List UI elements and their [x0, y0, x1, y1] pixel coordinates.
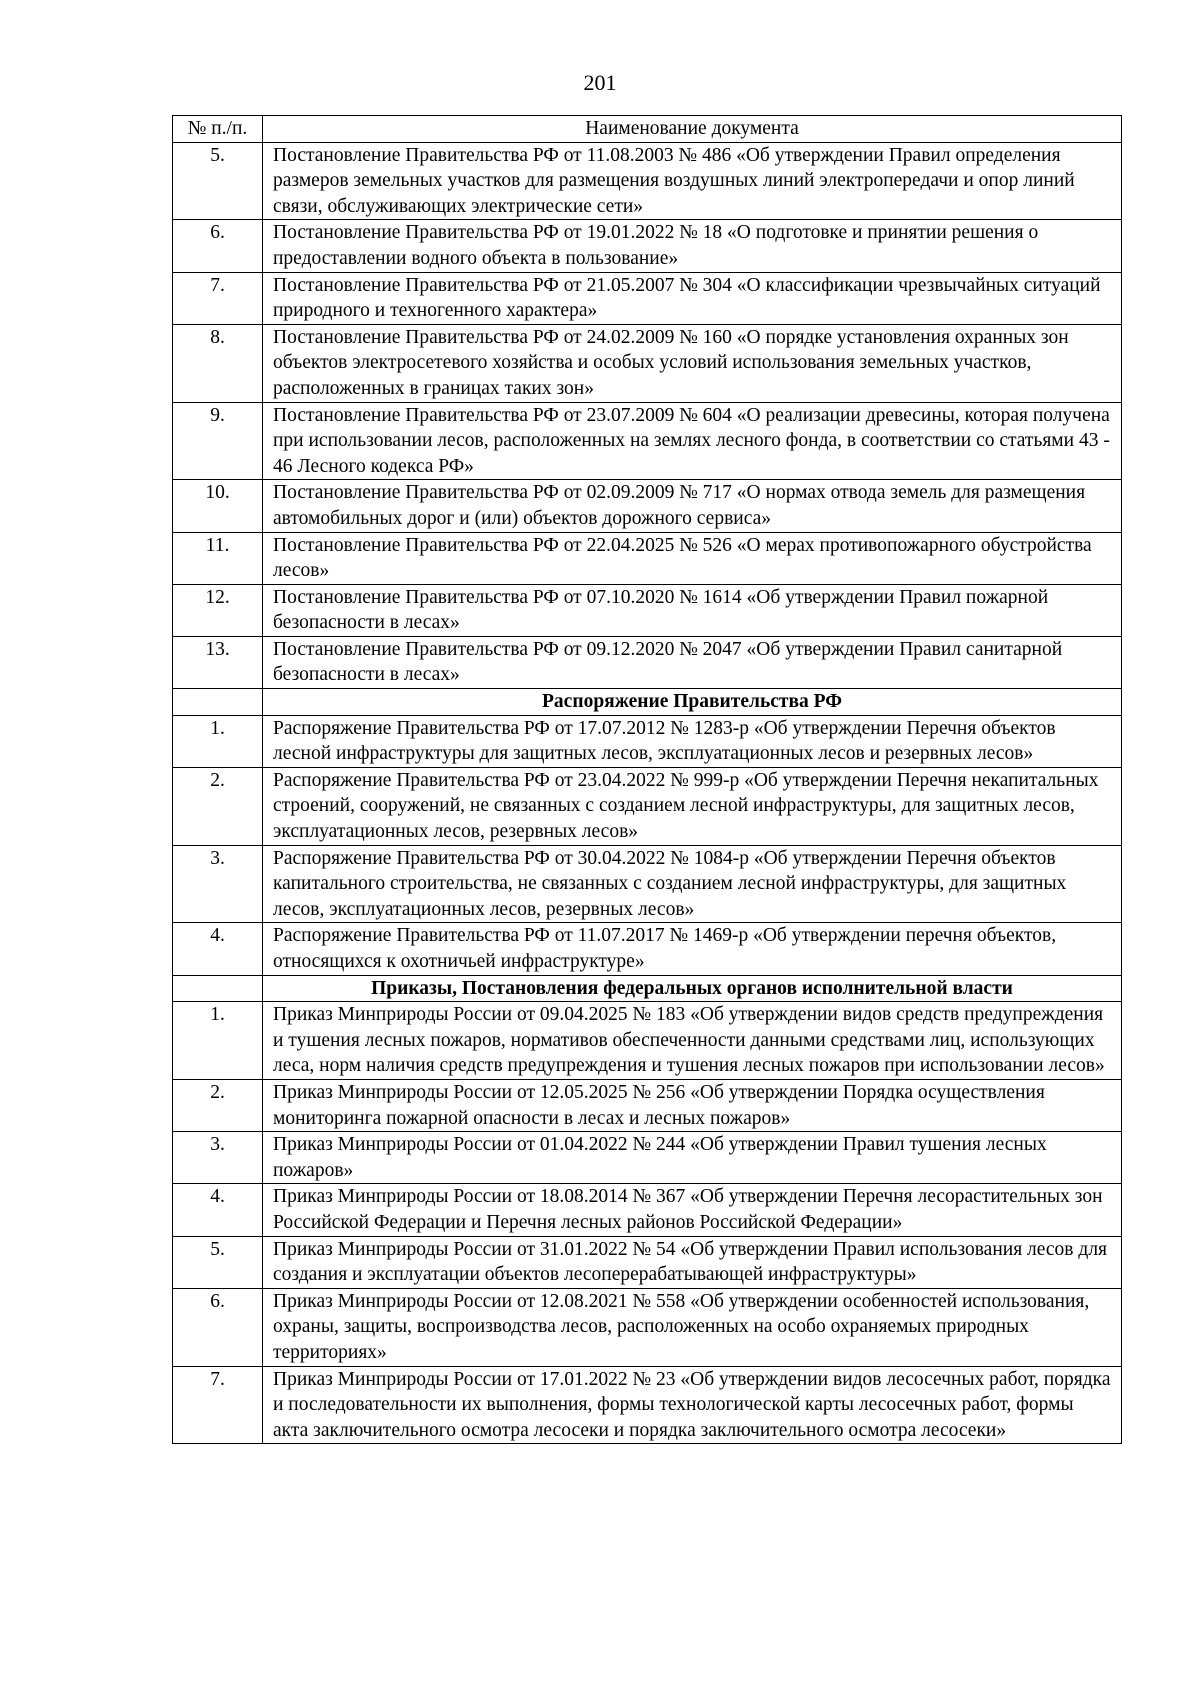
row-number: 4. [173, 923, 263, 975]
row-number: 5. [173, 142, 263, 220]
document-name: Постановление Правительства РФ от 24.02.2009 № 160 «О порядке установления охранных зон объектов электросетевого хозяйства и особых условий использования земельных участков, расположенных в границах таких зон» [263, 324, 1122, 402]
table-row [173, 845, 1122, 923]
row-number: 11. [173, 532, 263, 584]
table-header-row [173, 116, 1122, 143]
table-row [173, 1002, 1122, 1080]
table-row [173, 584, 1122, 636]
section-title-prikazy: Приказы, Постановления федеральных органов исполнительной власти [263, 975, 1122, 1002]
table-row [173, 402, 1122, 480]
document-name: Постановление Правительства РФ от 23.07.2009 № 604 «О реализации древесины, которая получена при использовании лесов, расположенных на землях лесного фонда, в соответствии со статьями 43 - 46 Лесного кодекса РФ» [263, 402, 1122, 480]
row-number: 10. [173, 480, 263, 532]
row-number: 2. [173, 1079, 263, 1131]
section-number-cell [173, 975, 263, 1002]
document-name: Приказ Минприроды России от 01.04.2022 № 244 «Об утверждении Правил тушения лесных пожаров» [263, 1132, 1122, 1184]
table-row [173, 532, 1122, 584]
document-name: Постановление Правительства РФ от 21.05.2007 № 304 «О классификации чрезвычайных ситуаций природного и техногенного характера» [263, 272, 1122, 324]
table-row [173, 1184, 1122, 1236]
document-name: Приказ Минприроды России от 09.04.2025 № 183 «Об утверждении видов средств предупреждения и тушения лесных пожаров, нормативов обеспеченности данными средствами лиц, использующих леса, норм наличия средств предупреждения и тушения лесных пожаров при использовании лесов» [263, 1002, 1122, 1080]
table-row [173, 715, 1122, 767]
document-name: Постановление Правительства РФ от 02.09.2009 № 717 «О нормах отвода земель для размещения автомобильных дорог и (или) объектов дорожного сервиса» [263, 480, 1122, 532]
table-row [173, 220, 1122, 272]
document-name: Распоряжение Правительства РФ от 11.07.2017 № 1469-р «Об утверждении перечня объектов, относящихся к охотничьей инфраструктуре» [263, 923, 1122, 975]
row-number: 5. [173, 1236, 263, 1288]
document-name: Постановление Правительства РФ от 22.04.2025 № 526 «О мерах противопожарного обустройства лесов» [263, 532, 1122, 584]
table-row [173, 480, 1122, 532]
table-row [173, 636, 1122, 688]
row-number: 6. [173, 1288, 263, 1366]
table-row [173, 1132, 1122, 1184]
document-name: Приказ Минприроды России от 31.01.2022 № 54 «Об утверждении Правил использования лесов для создания и эксплуатации объектов лесоперерабатывающей инфраструктуры» [263, 1236, 1122, 1288]
section-header-row [173, 689, 1122, 716]
section-number-cell [173, 689, 263, 716]
column-header-document-name: Наименование документа [263, 116, 1122, 143]
row-number: 7. [173, 1366, 263, 1444]
row-number: 3. [173, 1132, 263, 1184]
table-row [173, 1079, 1122, 1131]
section-title-rasporyazhenie: Распоряжение Правительства РФ [263, 689, 1122, 716]
document-name: Распоряжение Правительства РФ от 30.04.2022 № 1084-р «Об утверждении Перечня объектов капитального строительства, не связанных с созданием лесной инфраструктуры, для защитных лесов, эксплуатационных лесов, резервных лесов» [263, 845, 1122, 923]
document-name: Приказ Минприроды России от 17.01.2022 № 23 «Об утверждении видов лесосечных работ, порядка и последовательности их выполнения, формы технологической карты лесосечных работ, формы акта заключительного осмотра лесосеки и порядка заключительного осмотра лесосеки» [263, 1366, 1122, 1444]
document-name: Постановление Правительства РФ от 09.12.2020 № 2047 «Об утверждении Правил санитарной безопасности в лесах» [263, 636, 1122, 688]
document-name: Постановление Правительства РФ от 07.10.2020 № 1614 «Об утверждении Правил пожарной безопасности в лесах» [263, 584, 1122, 636]
document-name: Приказ Минприроды России от 18.08.2014 № 367 «Об утверждении Перечня лесорастительных зон Российской Федерации и Перечня лесных районов Российской Федерации» [263, 1184, 1122, 1236]
table-row [173, 1236, 1122, 1288]
section-header-row [173, 975, 1122, 1002]
table-row [173, 923, 1122, 975]
row-number: 7. [173, 272, 263, 324]
document-name: Приказ Минприроды России от 12.08.2021 № 558 «Об утверждении особенностей использования, охраны, защиты, воспроизводства лесов, расположенных на особо охраняемых природных территориях» [263, 1288, 1122, 1366]
table-row [173, 142, 1122, 220]
row-number: 13. [173, 636, 263, 688]
row-number: 3. [173, 845, 263, 923]
document-name: Распоряжение Правительства РФ от 23.04.2022 № 999-р «Об утверждении Перечня некапитальных строений, сооружений, не связанных с созданием лесной инфраструктуры, для защитных лесов, эксплуатационных лесов, резервных лесов» [263, 767, 1122, 845]
documents-table [172, 115, 1122, 1444]
document-name: Распоряжение Правительства РФ от 17.07.2012 № 1283-р «Об утверждении Перечня объектов лесной инфраструктуры для защитных лесов, эксплуатационных лесов и резервных лесов» [263, 715, 1122, 767]
row-number: 1. [173, 715, 263, 767]
document-name: Постановление Правительства РФ от 11.08.2003 № 486 «Об утверждении Правил определения размеров земельных участков для размещения воздушных линий электропередачи и опор линий связи, обслуживающих электрические сети» [263, 142, 1122, 220]
row-number: 12. [173, 584, 263, 636]
row-number: 1. [173, 1002, 263, 1080]
row-number: 4. [173, 1184, 263, 1236]
table-row [173, 272, 1122, 324]
table-row [173, 1366, 1122, 1444]
document-name: Постановление Правительства РФ от 19.01.2022 № 18 «О подготовке и принятии решения о предоставлении водного объекта в пользование» [263, 220, 1122, 272]
page-number: 201 [583, 70, 617, 95]
table-row [173, 324, 1122, 402]
document-name: Приказ Минприроды России от 12.05.2025 № 256 «Об утверждении Порядка осуществления мониторинга пожарной опасности в лесах и лесных пожаров» [263, 1079, 1122, 1131]
row-number: 6. [173, 220, 263, 272]
row-number: 8. [173, 324, 263, 402]
row-number: 2. [173, 767, 263, 845]
table-row [173, 767, 1122, 845]
table-row [173, 1288, 1122, 1366]
column-header-number: № п./п. [173, 116, 263, 143]
row-number: 9. [173, 402, 263, 480]
